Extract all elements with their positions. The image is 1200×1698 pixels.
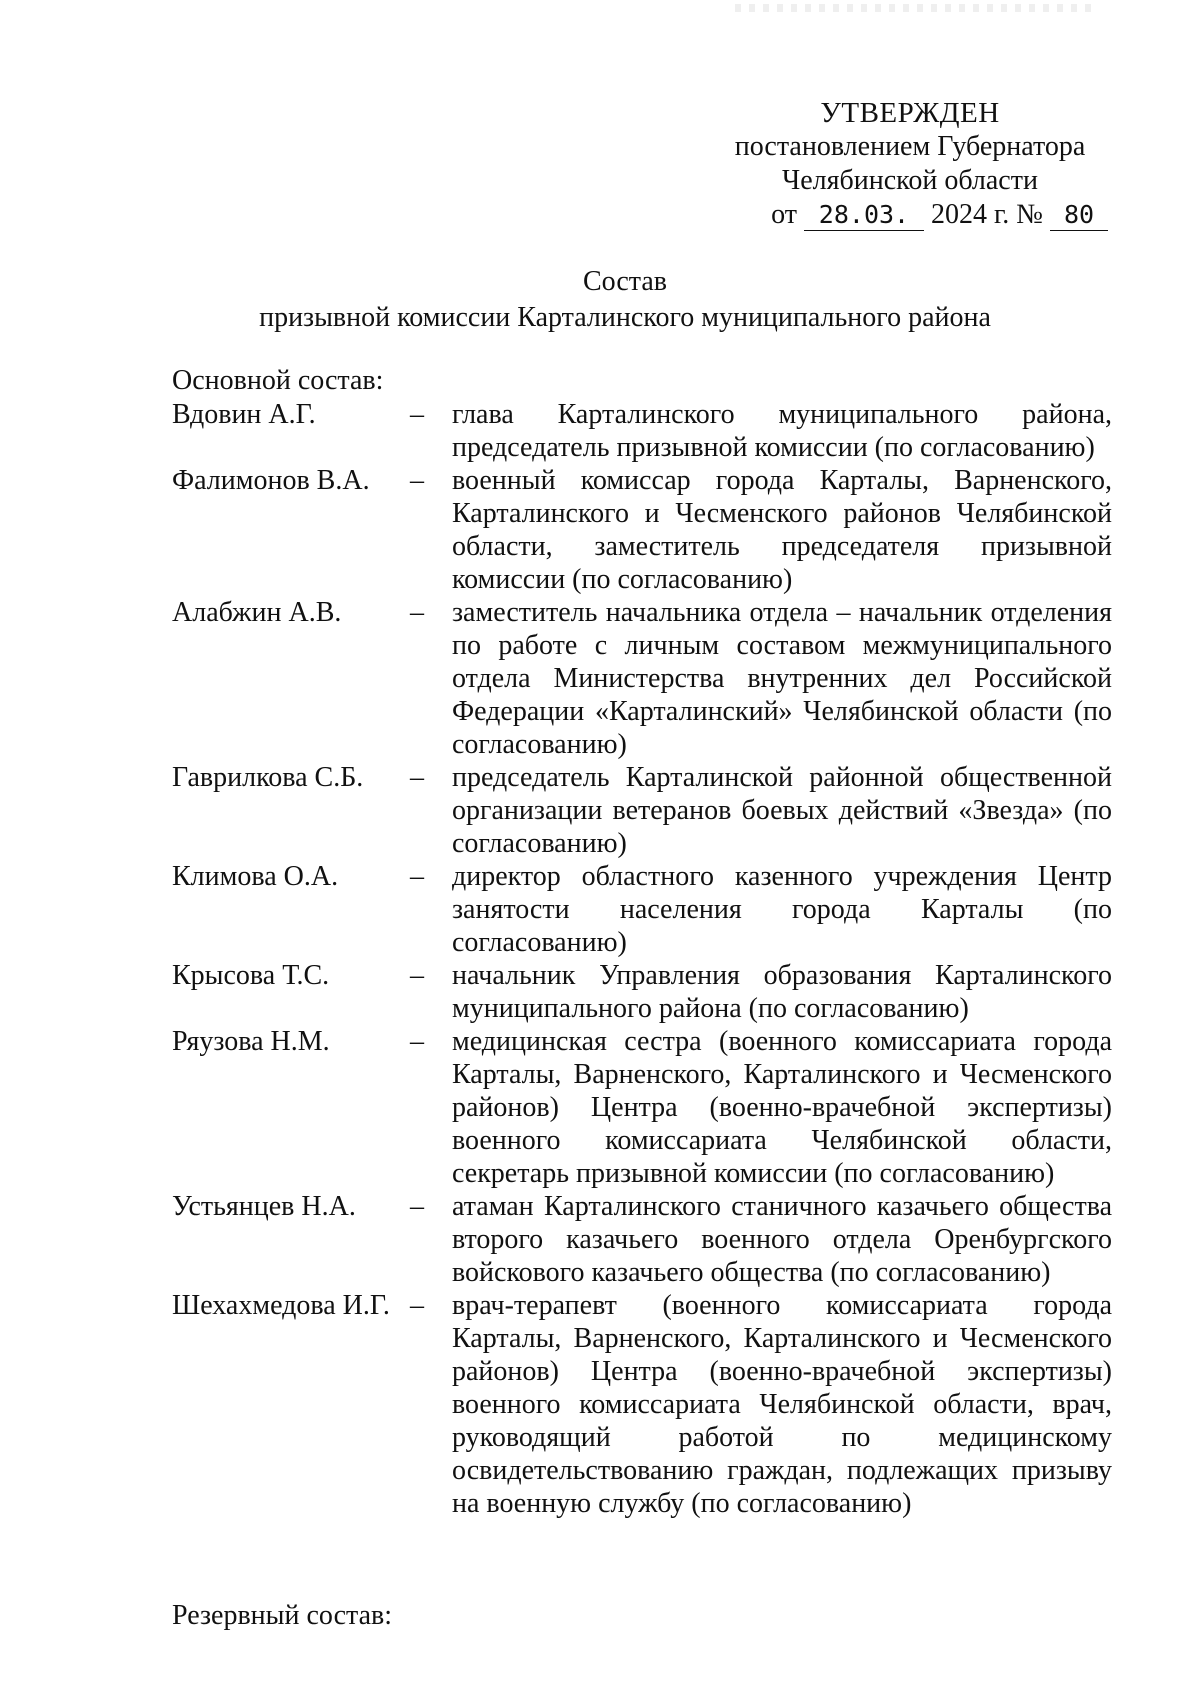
member-dash: – [410,1290,424,1321]
member-row [172,1025,1132,1190]
member-row [172,761,1132,860]
member-row [172,596,1132,761]
member-role: военный комиссар города Карталы, Варненского, Карталинского и Чесменского районов Челябинской области, заместитель председателя призывной комиссии (по согласованию) [452,465,1112,595]
member-role: председатель Карталинской районной общественной организации ветеранов боевых действий «Звезда» (по согласованию) [452,762,1112,859]
members-list [172,398,1132,1520]
date-field: 28.03. [804,200,924,231]
approval-block [690,96,1130,232]
document-heading [175,264,1075,336]
member-dash: – [410,1026,424,1057]
member-name: Ряузова Н.М. [172,1026,330,1057]
member-dash: – [410,762,424,793]
member-name: Вдовин А.Г. [172,399,316,430]
approval-line-2: Челябинской области [782,165,1038,196]
member-name: Алабжин А.В. [172,597,342,628]
approval-date-line [690,198,1130,232]
member-role: атаман Карталинского станичного казачьего общества второго казачьего военного отдела Оренбургского войскового казачьего общества (по согласованию) [452,1191,1112,1288]
member-dash: – [410,399,424,430]
member-name: Гаврилкова С.Б. [172,762,364,793]
scan-artifact [735,4,1095,12]
member-name: Шехахмедова И.Г. [172,1290,390,1321]
member-role: медицинская сестра (военного комиссариата города Карталы, Варненского, Карталинского и Чесменского районов) Центра (военно-врачебной экспертизы) военного комиссариата Челябинской области, секретарь призывной комиссии (по согласованию) [452,1026,1112,1189]
member-row [172,1190,1132,1289]
member-dash: – [410,597,424,628]
heading-subtitle: призывной комиссии Карталинского муниципального района [259,302,991,333]
member-dash: – [410,465,424,496]
approval-line-1: постановлением Губернатора [734,131,1086,162]
member-name: Устьянцев Н.А. [172,1191,356,1222]
main-section-label: Основной состав: [172,365,384,396]
member-role: директор областного казенного учреждения Центр занятости населения города Карталы (по согласованию) [452,861,1112,958]
reserve-section-label: Резервный состав: [172,1600,393,1631]
member-row [172,860,1132,959]
member-row [172,1289,1132,1520]
document-number-field: 80 [1050,200,1108,231]
member-row [172,959,1132,1025]
member-role: глава Карталинского муниципального района, председатель призывной комиссии (по согласованию) [452,399,1112,463]
member-row [172,464,1132,596]
member-role: начальник Управления образования Карталинского муниципального района (по согласованию) [452,960,1112,1024]
member-dash: – [410,861,424,892]
date-prefix: от [771,199,797,230]
year-number-label: 2024 г. № [930,199,1043,230]
member-row [172,398,1132,464]
member-name: Крысова Т.С. [172,960,330,991]
member-name: Климова О.А. [172,861,339,892]
member-dash: – [410,1191,424,1222]
member-role: врач-терапевт (военного комиссариата города Карталы, Варненского, Карталинского и Чесменского районов) Центра (военно-врачебной экспертизы) военного комиссариата Челябинской области, врач, руководящий работой по медицинскому освидетельствованию граждан, подлежащих призыву на военную службу (по согласованию) [452,1290,1112,1519]
member-name: Фалимонов В.А. [172,465,370,496]
member-dash: – [410,960,424,991]
approval-title: УТВЕРЖДЕН [820,97,1000,129]
member-role: заместитель начальника отдела – начальник отделения по работе с личным составом межмуниципального отдела Министерства внутренних дел Российской Федерации «Карталинский» Челябинской области (по согласованию) [452,597,1112,760]
heading-title: Состав [582,266,668,297]
